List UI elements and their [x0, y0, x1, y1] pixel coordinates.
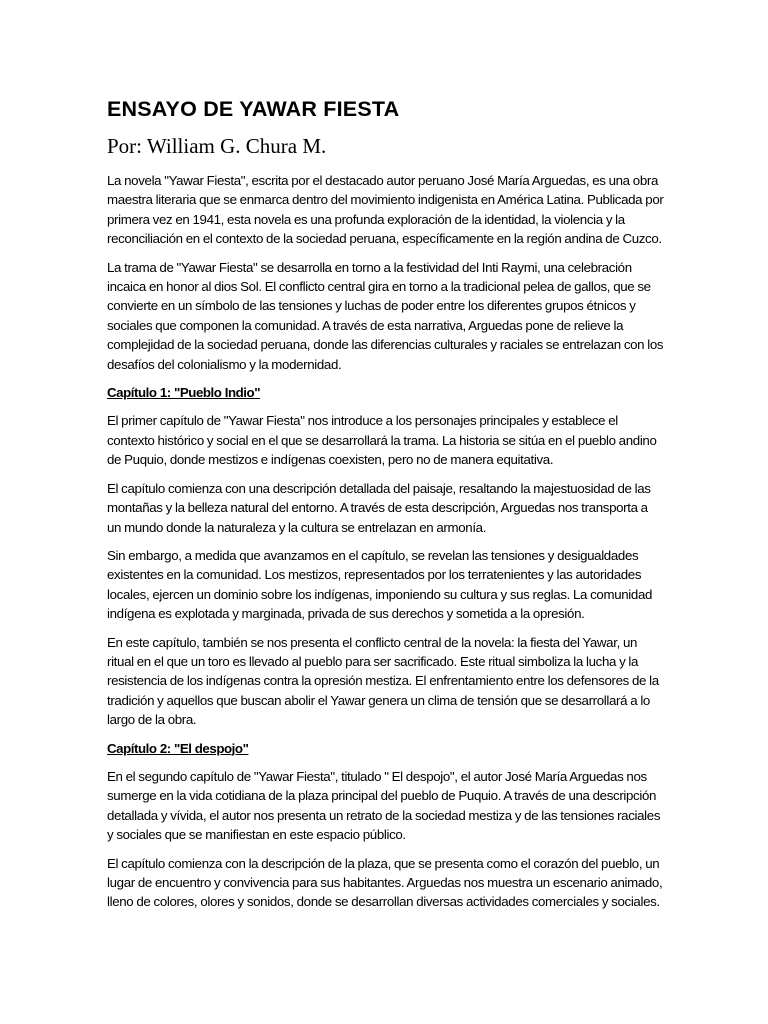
paragraph — [107, 633, 663, 730]
text-line: complejidad de la sociedad peruana, donde las diferencias culturales y raciales se entrelazan con los — [107, 337, 664, 353]
text-line: sociales que componen la comunidad. A través de esta narrativa, Arguedas pone de relieve la — [107, 317, 624, 333]
text-line: de Puquio, donde mestizos e indígenas coexisten, pero no de manera equitativa. — [107, 452, 554, 468]
text-line: indígena es explotada y marginada, privada de sus derechos y sometida a la opresión. — [107, 606, 585, 622]
document-body — [107, 171, 663, 912]
document-page — [107, 92, 663, 912]
text-line: largo de la obra. — [107, 712, 197, 728]
paragraph — [107, 411, 663, 469]
chapter-heading — [107, 739, 663, 758]
text-line: detallada y vívida, el autor nos presenta un retrato de la sociedad mestiza y de las tensiones raciales — [107, 807, 661, 823]
text-line: lleno de colores, olores y sonidos, donde se desarrollan diversas actividades comerciales y sociales. — [107, 894, 660, 910]
text-line: maestra literaria que se enmarca dentro del movimiento indigenista en América Latina. Publicada por — [107, 192, 664, 208]
text-line: montañas y la belleza natural del entorno. A través de esta descripción, Arguedas nos transporta a — [107, 500, 648, 516]
text-line: incaica en honor al dios Sol. El conflicto central gira en torno a la tradicional pelea de gallos, que se — [107, 279, 651, 295]
text-line: reconciliación en el contexto de la sociedad peruana, específicamente en la región andina de Cuzco. — [107, 231, 662, 247]
text-line: El primer capítulo de "Yawar Fiesta" nos introduce a los personajes principales y establece el — [107, 413, 618, 429]
text-line: Sin embargo, a medida que avanzamos en el capítulo, se revelan las tensiones y desigualdades — [107, 547, 639, 563]
text-line: lugar de encuentro y convivencia para sus habitantes. Arguedas nos muestra un escenario animado, — [107, 875, 663, 890]
text-line: un mundo donde la naturaleza y la cultura se entrelazan en armonía. — [107, 519, 487, 535]
paragraph — [107, 767, 663, 845]
paragraph — [107, 854, 663, 912]
document-title: ENSAYO DE YAWAR FIESTA — [107, 97, 400, 121]
text-line: resistencia de los indígenas contra la opresión mestiza. El enfrentamiento entre los defensores de la — [107, 673, 659, 689]
text-line: contexto histórico y social en el que se desarrollará la trama. La historia se sitúa en el pueblo andino — [107, 432, 657, 448]
paragraph — [107, 171, 663, 249]
text-line: primera vez en 1941, esta novela es una profunda exploración de la identidad, la violencia y la — [107, 211, 625, 227]
text-line: El capítulo comienza con la descripción de la plaza, que se presenta como el corazón del pueblo, un — [107, 855, 660, 871]
author-line: Por: William G. Chura M. — [107, 134, 327, 158]
text-line: sumerge en la vida cotidiana de la plaza principal del pueblo de Puquio. A través de una descripción — [107, 788, 657, 804]
text-line: El capítulo comienza con una descripción detallada del paisaje, resaltando la majestuosidad de las — [107, 480, 651, 496]
text-line: En el segundo capítulo de "Yawar Fiesta", titulado " El despojo", el autor José María Arguedas nos — [107, 768, 647, 784]
text-line: convierte en un símbolo de las tensiones y luchas de poder entre los diferentes grupos étnicos y — [107, 298, 636, 314]
text-line: desafíos del colonialismo y la modernidad. — [107, 356, 342, 372]
text-line: La novela "Yawar Fiesta", escrita por el destacado autor peruano José María Arguedas, es una obra — [107, 173, 658, 188]
text-line: Capítulo 2: "El despojo" — [107, 740, 249, 756]
text-line: ritual en el que un toro es llevado al pueblo para ser sacrificado. Este ritual simboliza la lucha y la — [107, 653, 639, 669]
text-line: locales, ejercen un dominio sobre los indígenas, imponiendo su cultura y sus reglas. La comunidad — [107, 586, 653, 602]
paragraph — [107, 258, 663, 374]
text-line: En este capítulo, también se nos presenta el conflicto central de la novela: la fiesta del Yawar, un — [107, 634, 638, 650]
paragraph — [107, 546, 663, 624]
text-line: Capítulo 1: "Pueblo Indio" — [107, 385, 261, 401]
text-line: La trama de "Yawar Fiesta" se desarrolla en torno a la festividad del Inti Raymi, una celebración — [107, 259, 632, 275]
chapter-heading — [107, 383, 663, 402]
text-line: y sociales que se manifiestan en este espacio público. — [107, 827, 406, 843]
text-line: tradición y aquellos que buscan abolir el Yawar genera un clima de tensión que se desarrollará a lo — [107, 692, 650, 708]
paragraph — [107, 479, 663, 537]
text-line: existentes en la comunidad. Los mestizos, representados por los terratenientes y las autoridades — [107, 567, 642, 583]
